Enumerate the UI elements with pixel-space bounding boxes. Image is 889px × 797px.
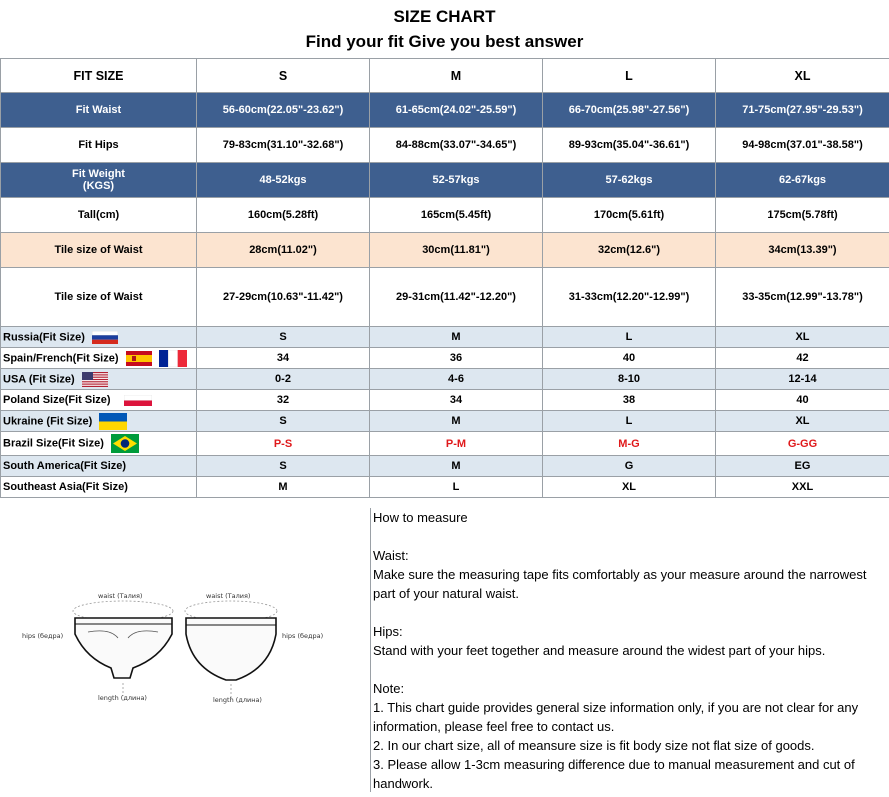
region-label-text: Ukraine (Fit Size): [3, 415, 92, 427]
cell: M-G: [543, 432, 716, 456]
note-2: 2. In our chart size, all of meansure size is fit body size not flat size of goods.: [373, 736, 889, 755]
cell: M: [370, 456, 543, 477]
back-waist-label: waist (Талия): [206, 592, 250, 600]
region-label-text: Russia(Fit Size): [3, 331, 85, 343]
region-row-ukraine: [1, 411, 889, 432]
cell: P-S: [197, 432, 370, 456]
cell: 32cm(12.6"): [543, 233, 716, 268]
cell: 32: [197, 390, 370, 411]
region-label: Southeast Asia(Fit Size): [1, 477, 197, 498]
header-size-s: S: [197, 59, 370, 93]
cell: 48-52kgs: [197, 163, 370, 198]
cell: 94-98cm(37.01"-38.58"): [716, 128, 889, 163]
cell: 66-70cm(25.98"-27.56"): [543, 93, 716, 128]
measurement-illustration: [0, 508, 370, 792]
region-row-spain-france: [1, 348, 889, 369]
region-row-south-america: [1, 456, 889, 477]
usa-flag-icon: [82, 372, 108, 387]
cell: 33-35cm(12.99"-13.78"): [716, 268, 889, 327]
cell: XL: [716, 327, 889, 348]
region-label: [1, 369, 197, 390]
spain-flag-icon: [126, 351, 152, 366]
cell: S: [197, 327, 370, 348]
fit-hips-row: [1, 128, 889, 163]
region-label-text: Spain/French(Fit Size): [3, 352, 119, 364]
tile-waist-range-row: [1, 268, 889, 327]
title-block: [0, 0, 889, 58]
cell: M: [197, 477, 370, 498]
cell: 175cm(5.78ft): [716, 198, 889, 233]
header-label: FIT SIZE: [1, 59, 197, 93]
fit-weight-row: [1, 163, 889, 198]
waist-text: Make sure the measuring tape fits comfortably as your measure around the narrowest part of your natural waist.: [373, 565, 889, 603]
region-row-southeast-asia: [1, 477, 889, 498]
region-label: [1, 390, 197, 411]
back-hips-label: hips (бедра): [282, 632, 323, 640]
hips-title: Hips:: [373, 622, 889, 641]
cell: EG: [716, 456, 889, 477]
row-label: [1, 163, 197, 198]
row-label: Tall(cm): [1, 198, 197, 233]
hips-text: Stand with your feet together and measure around the widest part of your hips.: [373, 641, 889, 660]
region-label-text: Brazil Size(Fit Size): [3, 437, 104, 449]
cell: 71-75cm(27.95"-29.53"): [716, 93, 889, 128]
front-length-label: length (длина): [98, 694, 147, 702]
header-size-m: M: [370, 59, 543, 93]
header-size-l: L: [543, 59, 716, 93]
cell: XXL: [716, 477, 889, 498]
note-title: Note:: [373, 679, 889, 698]
cell: 12-14: [716, 369, 889, 390]
cell: 57-62kgs: [543, 163, 716, 198]
cell: G: [543, 456, 716, 477]
back-length-label: length (длина): [213, 696, 262, 704]
tall-row: [1, 198, 889, 233]
cell: 38: [543, 390, 716, 411]
row-label: Tile size of Waist: [1, 233, 197, 268]
front-waist-label: waist (Талия): [98, 592, 142, 600]
region-label: [1, 432, 197, 456]
russia-flag-icon: [92, 331, 118, 344]
cell: 165cm(5.45ft): [370, 198, 543, 233]
region-row-brazil: [1, 432, 889, 456]
cell: 40: [716, 390, 889, 411]
cell: S: [197, 411, 370, 432]
row-label: Fit Waist: [1, 93, 197, 128]
france-flag-icon: [159, 350, 187, 367]
cell: 79-83cm(31.10"-32.68"): [197, 128, 370, 163]
cell: M: [370, 327, 543, 348]
cell: 31-33cm(12.20"-12.99"): [543, 268, 716, 327]
cell: 170cm(5.61ft): [543, 198, 716, 233]
cell: 29-31cm(11.42"-12.20"): [370, 268, 543, 327]
row-label-line2: (KGS): [3, 180, 194, 192]
cell: 61-65cm(24.02"-25.59"): [370, 93, 543, 128]
cell: 30cm(11.81"): [370, 233, 543, 268]
cell: G-GG: [716, 432, 889, 456]
row-label: Tile size of Waist: [1, 268, 197, 327]
region-label: [1, 411, 197, 432]
cell: L: [370, 477, 543, 498]
region-row-poland: [1, 390, 889, 411]
cell: L: [543, 327, 716, 348]
cell: 27-29cm(10.63"-11.42"): [197, 268, 370, 327]
front-brief-drawing: [73, 601, 173, 696]
cell: 0-2: [197, 369, 370, 390]
cell: 28cm(11.02"): [197, 233, 370, 268]
chart-subtitle: Find your fit Give you best answer: [0, 26, 889, 51]
region-label: South America(Fit Size): [1, 456, 197, 477]
region-label-text: Poland Size(Fit Size): [3, 394, 111, 406]
cell: 34: [370, 390, 543, 411]
how-to-measure-panel: [370, 508, 889, 792]
cell: 34cm(13.39"): [716, 233, 889, 268]
cell: 4-6: [370, 369, 543, 390]
cell: M: [370, 411, 543, 432]
cell: S: [197, 456, 370, 477]
row-label: Fit Hips: [1, 128, 197, 163]
cell: L: [543, 411, 716, 432]
cell: 8-10: [543, 369, 716, 390]
region-row-usa: [1, 369, 889, 390]
cell: 36: [370, 348, 543, 369]
note-1: 1. This chart guide provides general size information only, if you are not clear for any information, please feel free to contact us.: [373, 698, 889, 736]
header-row: [1, 59, 889, 93]
cell: XL: [543, 477, 716, 498]
cell: 52-57kgs: [370, 163, 543, 198]
cell: 62-67kgs: [716, 163, 889, 198]
header-size-xl: XL: [716, 59, 889, 93]
measure-heading: How to measure: [373, 508, 889, 527]
poland-flag-icon: [124, 395, 152, 406]
back-brief-drawing: [185, 601, 277, 698]
cell: 40: [543, 348, 716, 369]
region-label-text: USA (Fit Size): [3, 373, 75, 385]
region-label: [1, 327, 197, 348]
fit-waist-row: [1, 93, 889, 128]
cell: 84-88cm(33.07"-34.65"): [370, 128, 543, 163]
cell: 160cm(5.28ft): [197, 198, 370, 233]
region-row-russia: [1, 327, 889, 348]
region-label: [1, 348, 197, 369]
waist-title: Waist:: [373, 546, 889, 565]
cell: 89-93cm(35.04"-36.61"): [543, 128, 716, 163]
note-3: 3. Please allow 1-3cm measuring difference due to manual measurement and cut of handwork.: [373, 755, 889, 793]
front-hips-label: hips (бедра): [22, 632, 63, 640]
cell: 34: [197, 348, 370, 369]
row-label-line1: Fit Weight: [3, 168, 194, 180]
cell: P-M: [370, 432, 543, 456]
underwear-diagram: [0, 508, 370, 792]
ukraine-flag-icon: [99, 413, 127, 430]
cell: 42: [716, 348, 889, 369]
cell: 56-60cm(22.05"-23.62"): [197, 93, 370, 128]
tile-waist-row: [1, 233, 889, 268]
size-table: [0, 58, 889, 498]
cell: XL: [716, 411, 889, 432]
brazil-flag-icon: [111, 434, 139, 453]
chart-title: SIZE CHART: [0, 0, 889, 26]
